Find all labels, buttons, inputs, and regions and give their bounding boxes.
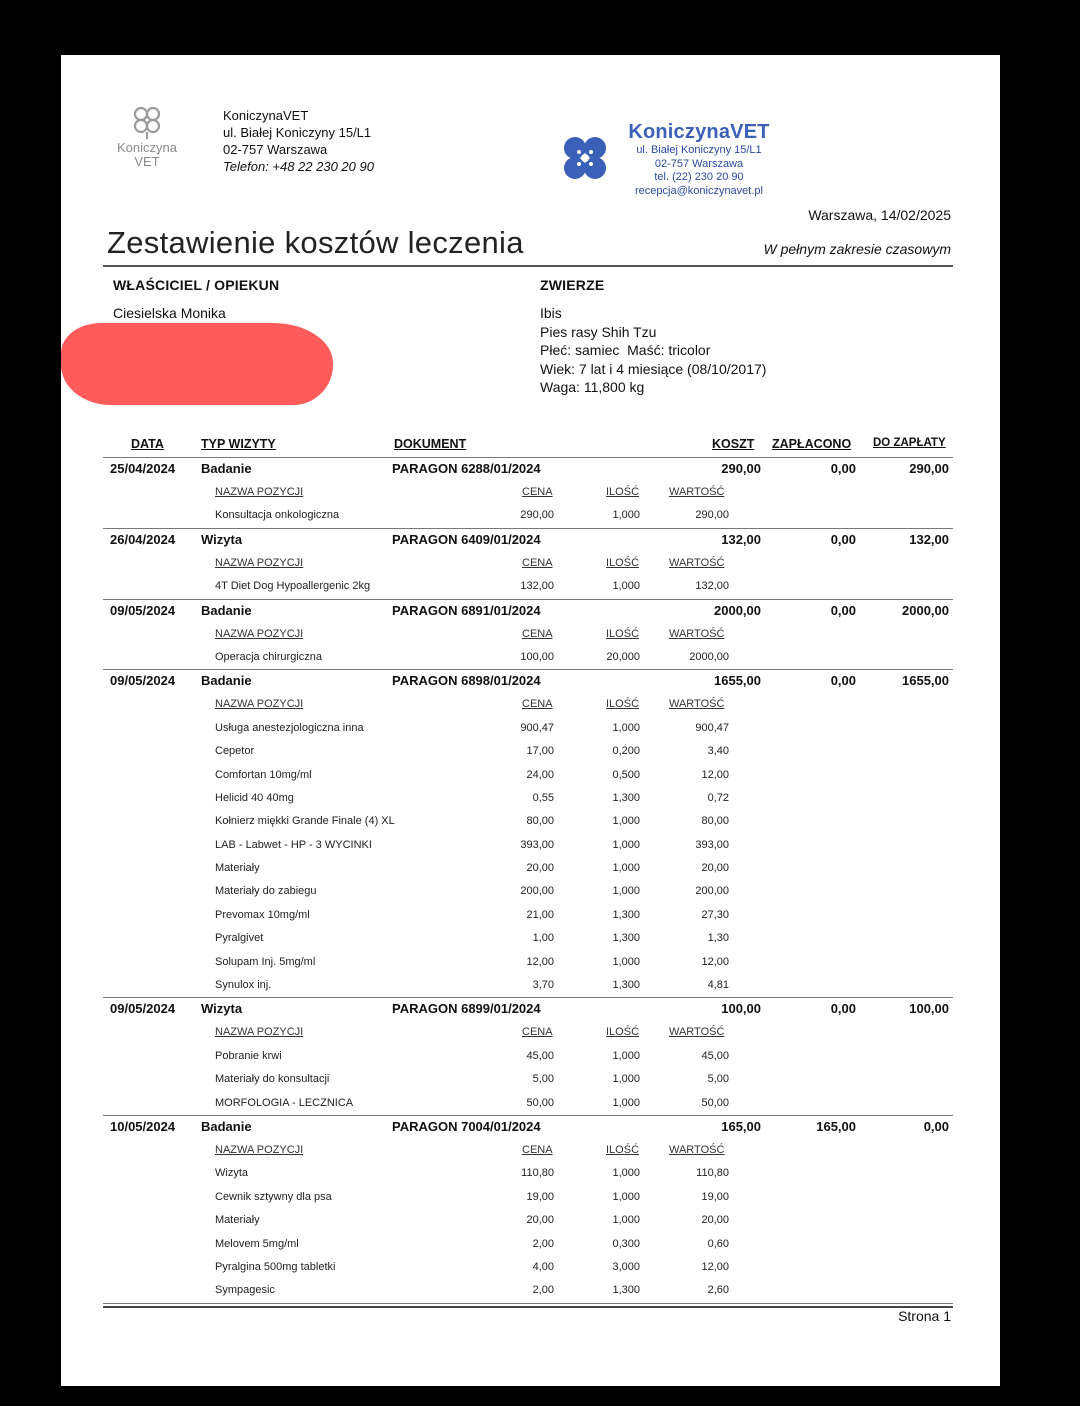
item-row	[103, 1092, 953, 1115]
item-name: Wizyta	[215, 1167, 248, 1180]
clinic-address-left	[223, 107, 374, 175]
visit-block	[103, 458, 953, 529]
visit-paid: 165,00	[816, 1118, 856, 1134]
item-qty: 1,300	[612, 979, 640, 992]
item-name: Solupam Inj. 5mg/ml	[215, 955, 316, 968]
item-header-row	[103, 623, 953, 646]
visit-due: 2000,00	[902, 602, 949, 618]
item-value: 12,00	[701, 1260, 729, 1273]
item-price: 21,00	[526, 908, 554, 921]
item-value: 80,00	[701, 815, 729, 828]
item-header-row	[103, 481, 953, 504]
visit-document: PARAGON 6288/01/2024	[392, 461, 541, 476]
item-qty: 1,000	[612, 815, 640, 828]
item-price: 17,00	[526, 745, 554, 758]
item-value: 12,00	[701, 768, 729, 781]
item-col-name: NAZWA POZYCJI	[215, 1143, 304, 1156]
footer-divider	[103, 1306, 953, 1308]
visit-date: 25/04/2024	[110, 461, 176, 476]
item-col-qty: ILOŚĆ	[606, 486, 640, 498]
visit-paid: 0,00	[830, 673, 856, 689]
item-col-value: WARTOŚĆ	[669, 1143, 725, 1156]
animal-heading: ZWIERZE	[540, 277, 605, 293]
clinic-right-city: 02-757 Warszawa	[654, 157, 744, 170]
item-row	[103, 951, 953, 974]
animal-breed: Pies rasy Shih Tzu	[540, 323, 657, 340]
item-price: 110,80	[521, 1167, 554, 1180]
visit-document: PARAGON 6899/01/2024	[392, 1001, 541, 1017]
item-col-value: WARTOŚĆ	[669, 486, 725, 498]
page-number: Strona 1	[898, 1308, 951, 1324]
item-col-qty: ILOŚĆ	[606, 1143, 640, 1156]
visit-type: Badanie	[201, 673, 252, 689]
item-value: 4,81	[707, 979, 729, 992]
col-type: TYP WIZYTY	[201, 437, 276, 451]
item-row	[103, 927, 953, 950]
item-value: 110,80	[696, 1167, 729, 1180]
clinic-logo-big	[559, 133, 611, 190]
item-name: Materiały	[215, 1214, 260, 1227]
visit-cost: 132,00	[721, 531, 761, 547]
item-qty: 1,000	[612, 862, 640, 875]
item-name: Kołnierz miękki Grande Finale (4) XL	[215, 815, 395, 828]
item-price: 12,00	[526, 955, 554, 968]
item-qty: 0,300	[612, 1237, 640, 1250]
item-price: 45,00	[526, 1049, 554, 1062]
item-value: 12,00	[701, 955, 729, 968]
brand-part-b: VET	[730, 121, 770, 143]
item-header-row	[103, 1021, 953, 1044]
clinic-city: 02-757 Warszawa	[223, 142, 328, 157]
item-qty: 1,300	[612, 791, 640, 804]
item-name: Pyralgivet	[215, 932, 264, 945]
item-value: 900,47	[695, 721, 729, 734]
item-row	[103, 1162, 953, 1185]
item-qty: 1,000	[612, 1073, 640, 1086]
item-value: 20,00	[701, 862, 729, 875]
item-qty: 1,000	[612, 955, 640, 968]
item-price: 900,47	[520, 721, 554, 734]
item-name: Helicid 40 40mg	[215, 791, 294, 804]
item-col-price: CENA	[522, 627, 553, 640]
visit-block	[103, 670, 953, 998]
item-name: Usługa anestezjologiczna inna	[215, 721, 364, 734]
visit-type: Wizyta	[201, 1001, 243, 1017]
date-range: W pełnym zakresie czasowym	[763, 241, 951, 257]
item-col-qty: ILOŚĆ	[606, 698, 640, 711]
item-name: Materiały do konsultacji	[215, 1073, 330, 1086]
item-price: 290,00	[520, 509, 554, 522]
visit-block	[103, 600, 953, 671]
visit-row	[103, 998, 953, 1021]
clinic-phone: Telefon: +48 22 230 20 90	[223, 159, 374, 174]
item-qty: 1,000	[612, 1049, 640, 1062]
item-name: Pobranie krwi	[215, 1049, 282, 1062]
visit-block	[103, 998, 953, 1116]
item-col-value: WARTOŚĆ	[669, 627, 725, 640]
item-name: Cepetor	[215, 745, 255, 758]
item-price: 393,00	[520, 838, 554, 851]
col-paid: ZAPŁACONO	[772, 437, 852, 451]
clinic-logo-small	[107, 105, 187, 169]
item-row	[103, 1045, 953, 1068]
visit-document: PARAGON 6409/01/2024	[392, 531, 541, 547]
col-due: DO ZAPŁATY	[873, 437, 946, 449]
item-row	[103, 1068, 953, 1091]
item-row	[103, 1279, 953, 1302]
item-qty: 1,000	[612, 1190, 640, 1203]
visit-date: 09/05/2024	[110, 602, 176, 618]
visit-due: 100,00	[909, 1001, 949, 1017]
animal-details	[540, 304, 766, 397]
item-value: 3,40	[707, 745, 729, 758]
visit-due: 1655,00	[902, 673, 949, 689]
item-value: 27,30	[701, 908, 729, 921]
animal-sex-color: Płeć: samiec Maść: tricolor	[540, 342, 711, 358]
item-qty: 1,300	[612, 908, 640, 921]
item-qty: 0,200	[612, 745, 640, 758]
logo-text-2: VET	[134, 154, 160, 169]
visit-cost: 2000,00	[714, 602, 761, 618]
visit-type: Badanie	[201, 461, 252, 476]
document-page	[61, 55, 1000, 1386]
redaction-mark	[61, 323, 333, 405]
col-document: DOKUMENT	[394, 437, 467, 451]
item-name: LAB - Labwet - HP - 3 WYCINKI	[215, 838, 372, 851]
title-divider	[103, 265, 953, 267]
item-col-name: NAZWA POZYCJI	[215, 698, 304, 711]
item-qty: 1,000	[612, 1214, 640, 1227]
visit-due: 132,00	[909, 531, 949, 547]
item-name: Melovem 5mg/ml	[215, 1237, 299, 1250]
item-col-qty: ILOŚĆ	[606, 627, 640, 640]
visit-cost: 165,00	[721, 1118, 761, 1134]
page-title: Zestawienie kosztów leczenia	[107, 225, 524, 260]
clinic-right-phone: tel. (22) 230 20 90	[654, 171, 744, 183]
visit-row	[103, 600, 953, 623]
item-qty: 3,000	[612, 1260, 640, 1273]
item-qty: 1,300	[612, 932, 640, 945]
item-name: Comfortan 10mg/ml	[215, 768, 312, 781]
item-name: Synulox inj.	[215, 979, 272, 992]
item-price: 4,00	[532, 1260, 554, 1273]
visit-due: 290,00	[909, 461, 949, 476]
cost-table	[103, 435, 953, 1304]
owner-heading: WŁAŚCICIEL / OPIEKUN	[113, 277, 280, 293]
col-cost: KOSZT	[712, 437, 755, 451]
item-price: 2,00	[532, 1284, 554, 1297]
item-name: Konsultacja onkologiczna	[215, 509, 340, 522]
item-value: 20,00	[701, 1214, 729, 1227]
clover-icon	[130, 105, 164, 141]
item-header-row	[103, 1139, 953, 1162]
item-col-price: CENA	[522, 1143, 553, 1156]
logo-text-1: Koniczyna	[117, 140, 177, 155]
item-qty: 1,000	[612, 580, 640, 593]
clinic-address-right	[614, 121, 784, 198]
item-row	[103, 504, 953, 527]
item-price: 20,00	[526, 1214, 554, 1227]
item-name: Cewnik sztywny dla psa	[215, 1190, 332, 1203]
item-value: 393,00	[695, 838, 729, 851]
item-price: 19,00	[526, 1190, 554, 1203]
item-value: 2000,00	[689, 650, 729, 663]
item-col-price: CENA	[522, 486, 553, 498]
item-qty: 20,000	[606, 650, 640, 663]
item-qty: 1,000	[612, 1096, 640, 1109]
visit-block	[103, 529, 953, 600]
item-name: Operacja chirurgiczna	[215, 650, 322, 663]
clinic-name: KoniczynaVET	[223, 108, 309, 123]
item-row	[103, 1256, 953, 1279]
animal-weight: Waga: 11,800 kg	[540, 379, 645, 395]
visit-date: 26/04/2024	[110, 531, 176, 547]
visit-type: Badanie	[201, 602, 252, 618]
item-col-name: NAZWA POZYCJI	[215, 627, 304, 640]
item-value: 50,00	[701, 1096, 729, 1109]
animal-age: Wiek: 7 lat i 4 miesiące (08/10/2017)	[540, 360, 767, 377]
visit-row	[103, 1116, 953, 1139]
item-name: Materiały do zabiegu	[215, 885, 317, 898]
visit-document: PARAGON 6891/01/2024	[392, 602, 541, 618]
item-value: 200,00	[695, 885, 729, 898]
owner-name: Ciesielska Monika	[113, 305, 226, 321]
item-name: 4T Diet Dog Hypoallergenic 2kg	[215, 580, 371, 593]
item-col-value: WARTOŚĆ	[669, 698, 725, 711]
visit-paid: 0,00	[830, 602, 856, 618]
visit-paid: 0,00	[830, 1001, 856, 1017]
item-row	[103, 575, 953, 598]
visit-date: 09/05/2024	[110, 673, 176, 689]
item-qty: 1,000	[612, 885, 640, 898]
item-value: 19,00	[701, 1190, 729, 1203]
item-col-name: NAZWA POZYCJI	[215, 1026, 304, 1039]
clinic-brand	[614, 121, 784, 144]
item-value: 0,72	[707, 791, 729, 804]
item-value: 0,60	[707, 1237, 729, 1250]
item-row	[103, 904, 953, 927]
item-price: 50,00	[526, 1096, 554, 1109]
visit-paid: 0,00	[830, 461, 856, 476]
item-qty: 1,300	[612, 1284, 640, 1297]
clover-blue-icon	[559, 133, 611, 185]
item-name: Sympagesic	[215, 1284, 275, 1297]
item-row	[103, 834, 953, 857]
item-row	[103, 740, 953, 763]
city-date: Warszawa, 14/02/2025	[808, 207, 951, 223]
item-name: MORFOLOGIA - LECZNICA	[215, 1096, 354, 1109]
item-col-qty: ILOŚĆ	[606, 556, 640, 569]
visit-date: 09/05/2024	[110, 1001, 176, 1017]
table-header	[103, 435, 953, 458]
item-row	[103, 810, 953, 833]
item-qty: 1,000	[612, 721, 640, 734]
item-price: 80,00	[526, 815, 554, 828]
item-col-name: NAZWA POZYCJI	[215, 486, 304, 498]
visit-row	[103, 670, 953, 693]
item-price: 100,00	[520, 650, 554, 663]
item-price: 1,00	[532, 932, 554, 945]
item-col-price: CENA	[522, 698, 553, 711]
item-qty: 1,000	[612, 1167, 640, 1180]
item-qty: 1,000	[612, 509, 640, 522]
item-price: 20,00	[526, 862, 554, 875]
item-row	[103, 880, 953, 903]
item-row	[103, 764, 953, 787]
item-price: 200,00	[520, 885, 554, 898]
item-price: 3,70	[532, 979, 554, 992]
item-value: 1,30	[707, 932, 729, 945]
visit-row	[103, 529, 953, 552]
item-row	[103, 646, 953, 669]
animal-name: Ibis	[540, 305, 562, 321]
item-price: 132,00	[520, 580, 554, 593]
item-name: Prevomax 10mg/ml	[215, 908, 310, 921]
visit-type: Wizyta	[201, 531, 243, 547]
visit-cost: 1655,00	[714, 673, 761, 689]
item-name: Materiały	[215, 862, 260, 875]
item-qty: 0,500	[612, 768, 640, 781]
visit-block	[103, 1116, 953, 1304]
item-row	[103, 1209, 953, 1232]
item-header-row	[103, 552, 953, 575]
visit-paid: 0,00	[830, 531, 856, 547]
item-price: 5,00	[532, 1073, 554, 1086]
item-col-name: NAZWA POZYCJI	[215, 556, 304, 569]
item-price: 0,55	[532, 791, 554, 804]
visits-list	[103, 458, 953, 1304]
visit-document: PARAGON 6898/01/2024	[392, 673, 541, 689]
item-row	[103, 787, 953, 810]
visit-cost: 290,00	[721, 461, 761, 476]
clinic-street: ul. Białej Koniczyny 15/L1	[223, 125, 372, 140]
item-col-value: WARTOŚĆ	[669, 1026, 725, 1039]
item-row	[103, 974, 953, 997]
item-row	[103, 857, 953, 880]
item-value: 5,00	[707, 1073, 729, 1086]
item-value: 132,00	[695, 580, 729, 593]
item-price: 2,00	[532, 1237, 554, 1250]
item-value: 2,60	[707, 1284, 729, 1297]
visit-cost: 100,00	[721, 1001, 761, 1017]
visit-document: PARAGON 7004/01/2024	[392, 1118, 541, 1134]
visit-date: 10/05/2024	[110, 1118, 176, 1134]
item-qty: 1,000	[612, 838, 640, 851]
clinic-right-email: recepcja@koniczynavet.pl	[635, 184, 763, 197]
item-col-value: WARTOŚĆ	[669, 556, 725, 569]
item-value: 45,00	[701, 1049, 729, 1062]
item-col-price: CENA	[522, 556, 553, 569]
item-row	[103, 1186, 953, 1209]
visit-row	[103, 458, 953, 481]
brand-part-a: Koniczyna	[628, 121, 731, 143]
item-row	[103, 717, 953, 740]
item-name: Pyralgina 500mg tabletki	[215, 1260, 336, 1273]
clinic-right-street: ul. Białej Koniczyny 15/L1	[636, 144, 762, 156]
item-col-qty: ILOŚĆ	[606, 1026, 640, 1039]
item-col-price: CENA	[522, 1026, 553, 1039]
visit-type: Badanie	[201, 1118, 252, 1134]
owner-details	[113, 304, 226, 322]
col-date: DATA	[131, 437, 164, 451]
item-header-row	[103, 693, 953, 716]
item-price: 24,00	[526, 768, 554, 781]
visit-due: 0,00	[923, 1118, 949, 1134]
item-row	[103, 1233, 953, 1256]
item-value: 290,00	[695, 509, 729, 522]
